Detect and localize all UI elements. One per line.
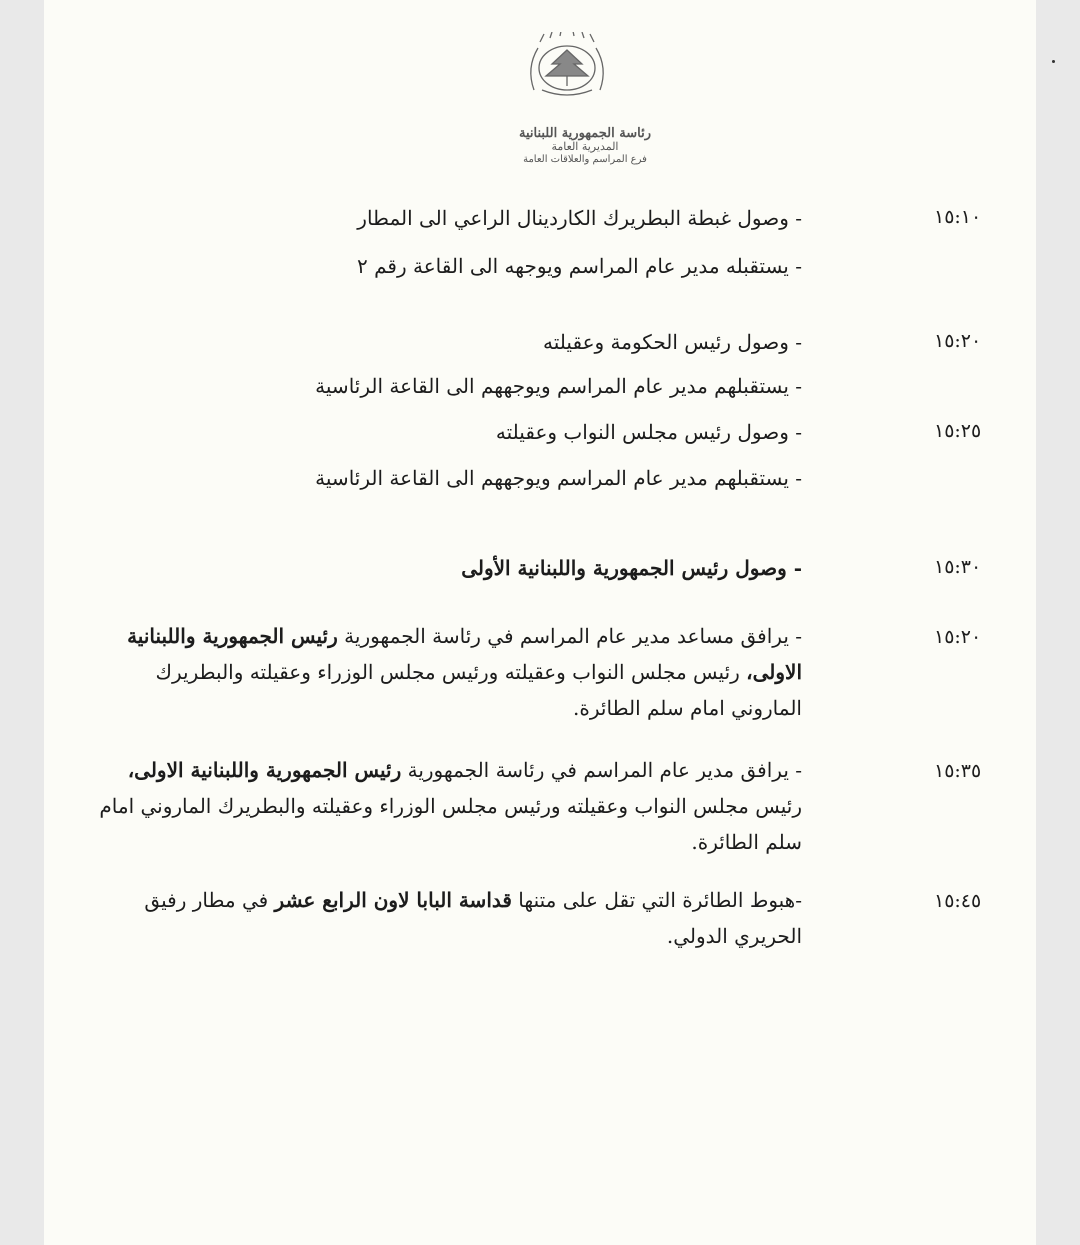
letterhead-subtitle: المديرية العامة — [551, 140, 619, 153]
entry-time: ١٥:٤٥ — [934, 890, 982, 912]
entry-text: - يرافق مدير عام المراسم في رئاسة الجمهورية رئيس الجمهورية واللبنانية الاولى، رئيس مجلس النواب وعقيلته ورئيس مجلس الوزراء وعقيلته والبطريرك الماروني امام سلم الطائرة. — [99, 758, 802, 854]
letterhead-department: فرع المراسم والعلاقات العامة — [523, 154, 647, 165]
entry-text: - يستقبله مدير عام المراسم ويوجهه الى القاعة رقم ٢ — [357, 254, 802, 278]
entry-text: - يستقبلهم مدير عام المراسم ويوجههم الى القاعة الرئاسية — [315, 374, 802, 398]
entry-time: ١٥:٢٠ — [934, 626, 982, 648]
entry-text: - يستقبلهم مدير عام المراسم ويوجههم الى القاعة الرئاسية — [315, 466, 802, 490]
letterhead — [420, 28, 750, 165]
entry-time: ١٥:١٠ — [934, 206, 982, 228]
entry-text: -هبوط الطائرة التي تقل على متنها قداسة البابا لاون الرابع عشر في مطار رفيق الحريري الدولي. — [144, 888, 802, 948]
entry-time: ١٥:٢٠ — [934, 330, 982, 352]
document-page — [44, 0, 1036, 1245]
entry-time: ١٥:٢٥ — [934, 420, 982, 442]
entry-text: - وصول رئيس مجلس النواب وعقيلته — [495, 420, 802, 444]
scan-mark — [1052, 60, 1055, 63]
entry-time: ١٥:٣٥ — [934, 760, 982, 782]
entry-text: - يرافق مساعد مدير عام المراسم في رئاسة الجمهورية رئيس الجمهورية واللبنانية الاولى، رئيس مجلس النواب وعقيلته ورئيس مجلس الوزراء وعقيلته والبطريرك الماروني امام سلم الطائرة. — [127, 624, 802, 720]
cedar-emblem-icon — [522, 32, 612, 104]
letterhead-title: رئاسة الجمهورية اللبنانية — [518, 126, 652, 141]
entry-text: - وصول رئيس الحكومة وعقيلته — [543, 330, 802, 354]
entry-text: - وصول غبطة البطريرك الكاردينال الراعي الى المطار — [357, 206, 802, 230]
entry-text: - وصول رئيس الجمهورية واللبنانية الأولى — [461, 556, 802, 580]
entry-time: ١٥:٣٠ — [934, 556, 982, 578]
